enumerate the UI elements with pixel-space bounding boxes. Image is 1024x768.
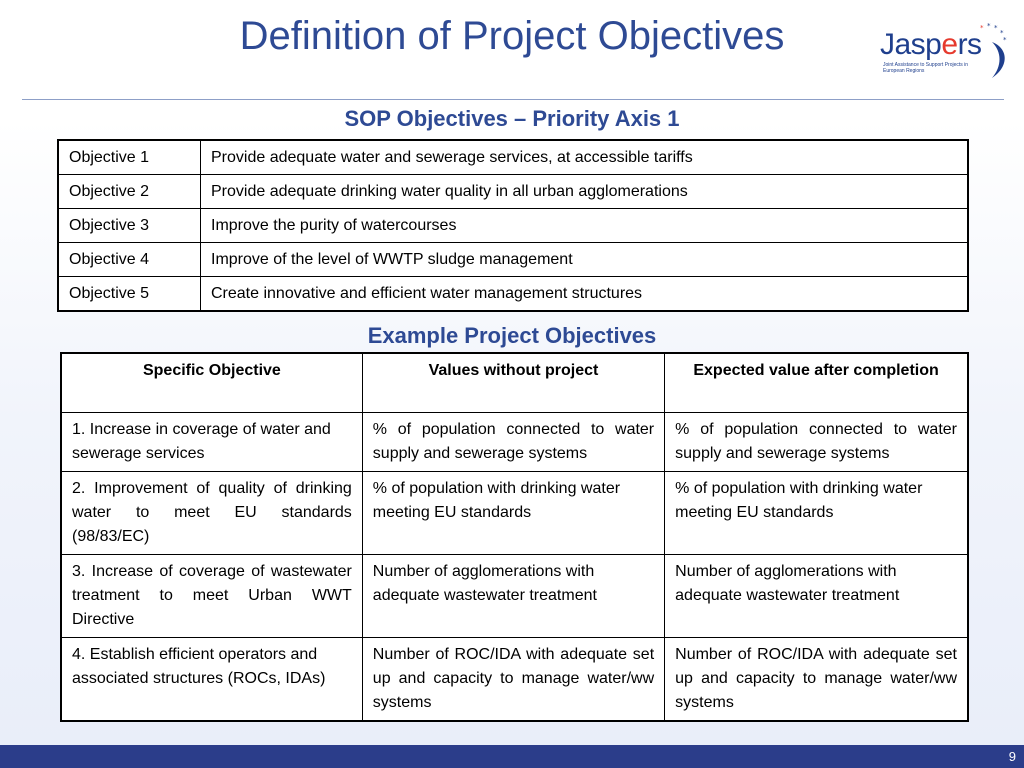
table-row xyxy=(61,413,968,472)
expected-value-cell: Number of agglomerations with adequate wastewater treatment xyxy=(665,555,968,638)
svg-text:*: * xyxy=(987,22,991,30)
svg-text:*: * xyxy=(994,24,998,32)
table-header-row xyxy=(61,353,968,413)
objective-label: Objective 4 xyxy=(58,243,201,277)
objective-text: Provide adequate drinking water quality in all urban agglomerations xyxy=(201,175,969,209)
objective-label: Objective 5 xyxy=(58,277,201,312)
jaspers-logo xyxy=(880,22,1010,82)
svg-text:*: * xyxy=(1003,36,1007,44)
table-row xyxy=(61,472,968,555)
objective-text: Improve the purity of watercourses xyxy=(201,209,969,243)
logo-wordmark: Jaspers xyxy=(880,28,982,61)
example-objectives-table xyxy=(60,352,969,722)
table-row xyxy=(58,243,968,277)
objective-label: Objective 3 xyxy=(58,209,201,243)
table-row xyxy=(58,209,968,243)
objective-text: Create innovative and efficient water management structures xyxy=(201,277,969,312)
values-without-project-cell: % of population connected to water supply and sewerage systems xyxy=(362,413,664,472)
table-row xyxy=(61,555,968,638)
footer-bar xyxy=(0,745,1024,768)
table-row xyxy=(61,638,968,722)
page-title: Definition of Project Objectives xyxy=(239,14,785,58)
column-header-expected-value: Expected value after completion xyxy=(665,353,968,413)
eu-stars-icon xyxy=(974,22,1010,82)
svg-text:*: * xyxy=(980,24,984,32)
objective-label: Objective 2 xyxy=(58,175,201,209)
specific-objective-cell: 3. Increase of coverage of wastewater treatment to meet Urban WWT Directive xyxy=(61,555,362,638)
values-without-project-cell: Number of ROC/IDA with adequate set up and capacity to manage water/ww systems xyxy=(362,638,664,722)
expected-value-cell: % of population connected to water supply and sewerage systems xyxy=(665,413,968,472)
objective-text: Improve of the level of WWTP sludge management xyxy=(201,243,969,277)
expected-value-cell: Number of ROC/IDA with adequate set up and capacity to manage water/ww systems xyxy=(665,638,968,722)
column-header-specific-objective: Specific Objective xyxy=(61,353,362,413)
values-without-project-cell: % of population with drinking water meeting EU standards xyxy=(362,472,664,555)
expected-value-cell: % of population with drinking water meeting EU standards xyxy=(665,472,968,555)
objective-label: Objective 1 xyxy=(58,140,201,175)
specific-objective-cell: 4. Establish efficient operators and associated structures (ROCs, IDAs) xyxy=(61,638,362,722)
column-header-values-without-project: Values without project xyxy=(362,353,664,413)
logo-tagline: Joint Assistance to Support Projects in European Regions xyxy=(883,62,969,74)
table-row xyxy=(58,140,968,175)
objective-text: Provide adequate water and sewerage services, at accessible tariffs xyxy=(201,140,969,175)
table-row xyxy=(58,277,968,312)
specific-objective-cell: 1. Increase in coverage of water and sewerage services xyxy=(61,413,362,472)
page-number: 9 xyxy=(1008,749,1016,764)
table-row xyxy=(58,175,968,209)
specific-objective-cell: 2. Improvement of quality of drinking water to meet EU standards (98/83/EC) xyxy=(61,472,362,555)
svg-text:*: * xyxy=(1000,29,1004,37)
sop-objectives-title: SOP Objectives – Priority Axis 1 xyxy=(344,106,680,131)
values-without-project-cell: Number of agglomerations with adequate wastewater treatment xyxy=(362,555,664,638)
sop-objectives-table xyxy=(57,139,969,312)
title-divider xyxy=(22,99,1004,100)
example-objectives-title: Example Project Objectives xyxy=(367,323,657,348)
